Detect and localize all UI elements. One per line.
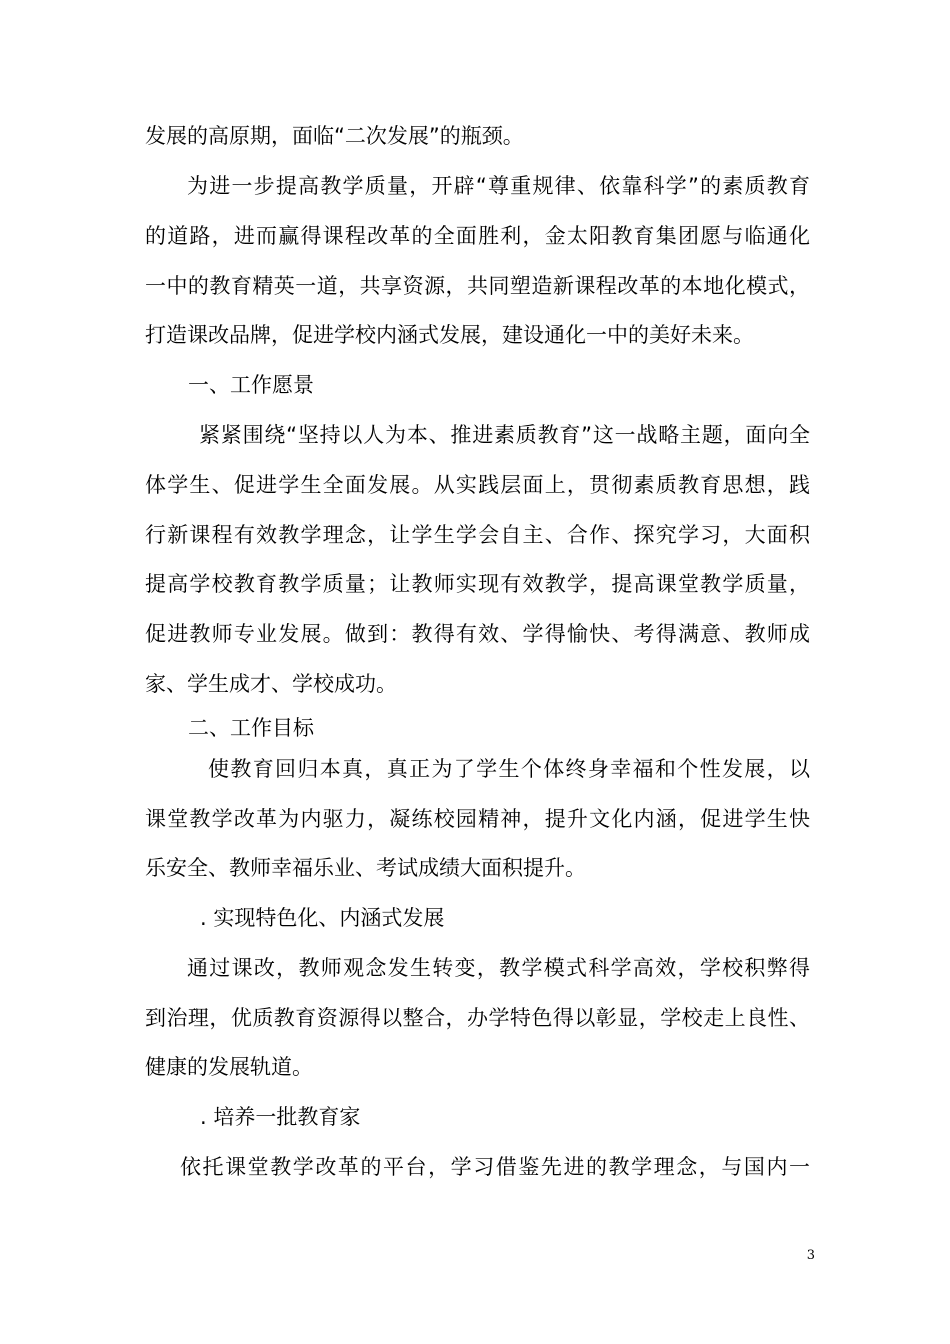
text-line: 行新课程有效教学理念，让学生学会自主、合作、探究学习，大面积 — [145, 523, 810, 547]
text-line: 紧紧围绕“坚持以人为本、推进素质教育”这一战略主题，面向全 — [199, 423, 810, 447]
text-line: 家、学生成才、学校成功。 — [145, 672, 397, 696]
text-line: 依托课堂教学改革的平台，学习借鉴先进的教学理念，与国内一 — [180, 1155, 810, 1179]
text-line: 通过课改，教师观念发生转变，教学模式科学高效，学校积弊得 — [187, 956, 810, 980]
text-line: 为进一步提高教学质量，开辟“尊重规律、依靠科学”的素质教育 — [187, 174, 810, 198]
text-line: 使教育回归本真，真正为了学生个体终身幸福和个性发展，以 — [208, 757, 810, 781]
text-line: 课堂教学改革为内驱力，凝练校园精神，提升文化内涵，促进学生快 — [145, 807, 810, 831]
text-line: 一中的教育精英一道，共享资源，共同塑造新课程改革的本地化模式， — [145, 274, 810, 298]
page-number: 3 — [806, 1248, 815, 1263]
text-line: 健康的发展轨道。 — [145, 1055, 313, 1079]
text-line: 促进教师专业发展。做到：教得有效、学得愉快、考得满意、教师成 — [145, 622, 810, 646]
text-line: 乐安全、教师幸福乐业、考试成绩大面积提升。 — [145, 856, 586, 880]
section-heading: 一、工作愿景 — [188, 373, 314, 397]
subsection-heading: . 培养一批教育家 — [200, 1105, 361, 1129]
text-line: 打造课改品牌，促进学校内涵式发展，建设通化一中的美好未来。 — [145, 323, 754, 347]
text-line: 到治理，优质教育资源得以整合，办学特色得以彰显，学校走上良性、 — [145, 1006, 810, 1030]
section-heading: 二、工作目标 — [188, 716, 314, 740]
text-line: 提高学校教育教学质量；让教师实现有效教学，提高课堂教学质量， — [145, 572, 810, 596]
text-line: 发展的高原期，面临“二次发展”的瓶颈。 — [145, 124, 524, 148]
subsection-heading: . 实现特色化、内涵式发展 — [200, 906, 445, 930]
text-line: 体学生、促进学生全面发展。从实践层面上，贯彻素质教育思想，践 — [145, 473, 810, 497]
text-line: 的道路，进而赢得课程改革的全面胜利，金太阳教育集团愿与临通化 — [145, 224, 810, 248]
